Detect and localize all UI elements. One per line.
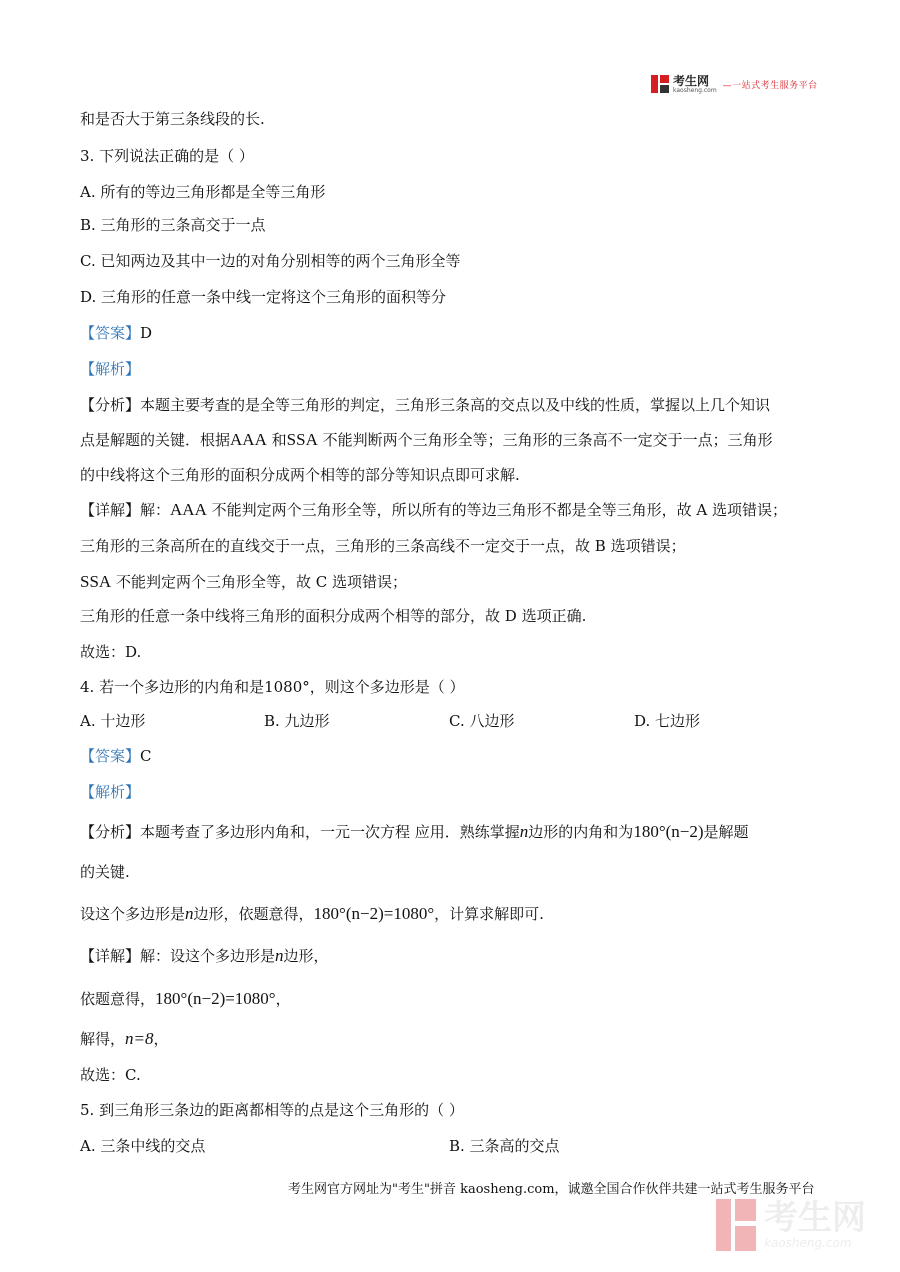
q3-detail-line-4: 三角形的任意一条中线将三角形的面积分成两个相等的部分，故 D 选项正确. xyxy=(80,607,587,625)
q3-detail-line-1: 【详解】解：AAA 不能判定两个三角形全等，所以所有的等边三角形不都是全等三角形，故 A 选项错误； xyxy=(80,500,788,519)
q4-options xyxy=(80,711,720,731)
q3-detail-line-2: 三角形的三条高所在的直线交于一点，三角形的三条高线不一定交于一点，故 B 选项错误； xyxy=(80,537,686,555)
header-logo xyxy=(651,72,818,96)
q3-final-choice: 故选：D. xyxy=(80,643,142,661)
q3-option-a: A. 所有的等边三角形都是全等三角形 xyxy=(80,183,326,201)
logo-name: 考生网 xyxy=(673,73,710,88)
question-3: 3. 下列说法正确的是（ ） xyxy=(80,147,254,165)
q3-jiexi-label: 【解析】 xyxy=(80,360,141,378)
kaosheng-watermark-icon xyxy=(716,1199,756,1251)
q4-analysis-line-3: 设这个多边形是n边形，依题意得，180°(n−2)=1080°，计算求解即可. xyxy=(80,904,544,923)
q3-option-c: C. 已知两边及其中一边的对角分别相等的两个三角形全等 xyxy=(80,252,461,270)
q3-analysis-line-2: 点是解题的关键．根据AAA 和SSA 不能判断两个三角形全等；三角形的三条高不一定交于一点；三角形 xyxy=(80,430,773,449)
q3-analysis-line-3: 的中线将这个三角形的面积分成两个相等的部分等知识点即可求解. xyxy=(80,466,520,484)
q4-option-a: A. 十边形 xyxy=(80,712,146,730)
q3-detail-line-3: SSA 不能判定两个三角形全等，故 C 选项错误； xyxy=(80,572,407,591)
watermark-cn: 考生网 xyxy=(764,1198,866,1238)
q4-analysis-line-2: 的关键. xyxy=(80,863,130,881)
logo-slogan: —一站式考生服务平台 xyxy=(722,80,818,91)
q4-detail-line-3: 解得，n=8， xyxy=(80,1029,169,1048)
q3-option-d: D. 三角形的任意一条中线一定将这个三角形的面积等分 xyxy=(80,288,447,306)
q5-options xyxy=(80,1136,680,1156)
question-4: 4. 若一个多边形的内角和是1080°，则这个多边形是（ ） xyxy=(80,678,465,696)
q4-answer: 【答案】C xyxy=(80,747,152,765)
q4-option-d: D. 七边形 xyxy=(634,712,701,730)
footer-text: 考生网官方网址为"考生"拼音 kaosheng.com，诚邀全国合作伙伴共建一站式考生服务平台 xyxy=(288,1182,815,1197)
q4-detail-line-1: 【详解】解：设这个多边形是n边形， xyxy=(80,946,329,965)
q5-option-a: A. 三条中线的交点 xyxy=(80,1137,206,1155)
q4-option-b: B. 九边形 xyxy=(264,712,330,730)
kaosheng-logo-icon xyxy=(651,75,669,93)
watermark-en: kaosheng.com xyxy=(764,1236,852,1250)
q3-answer: 【答案】D xyxy=(80,324,153,342)
q5-option-b: B. 三条高的交点 xyxy=(449,1137,560,1155)
q4-jiexi-label: 【解析】 xyxy=(80,783,141,801)
q4-detail-line-2: 依题意得，180°(n−2)=1080°， xyxy=(80,989,291,1008)
continued-text: 和是否大于第三条线段的长. xyxy=(80,110,265,128)
q3-option-b: B. 三角形的三条高交于一点 xyxy=(80,216,266,234)
q4-option-c: C. 八边形 xyxy=(449,712,515,730)
watermark xyxy=(716,1199,866,1251)
q4-final-choice: 故选：C. xyxy=(80,1066,141,1084)
q4-analysis-line-1: 【分析】本题考查了多边形内角和，一元一次方程 应用．熟练掌握n边形的内角和为180°(n−2)是解题 xyxy=(80,822,749,841)
question-5: 5. 到三角形三条边的距离都相等的点是这个三角形的（ ） xyxy=(80,1101,464,1119)
logo-domain: kaosheng.com xyxy=(673,86,717,94)
q3-analysis-line-1: 【分析】本题主要考查的是全等三角形的判定，三角形三条高的交点以及中线的性质，掌握以上几个知识 xyxy=(80,396,771,414)
